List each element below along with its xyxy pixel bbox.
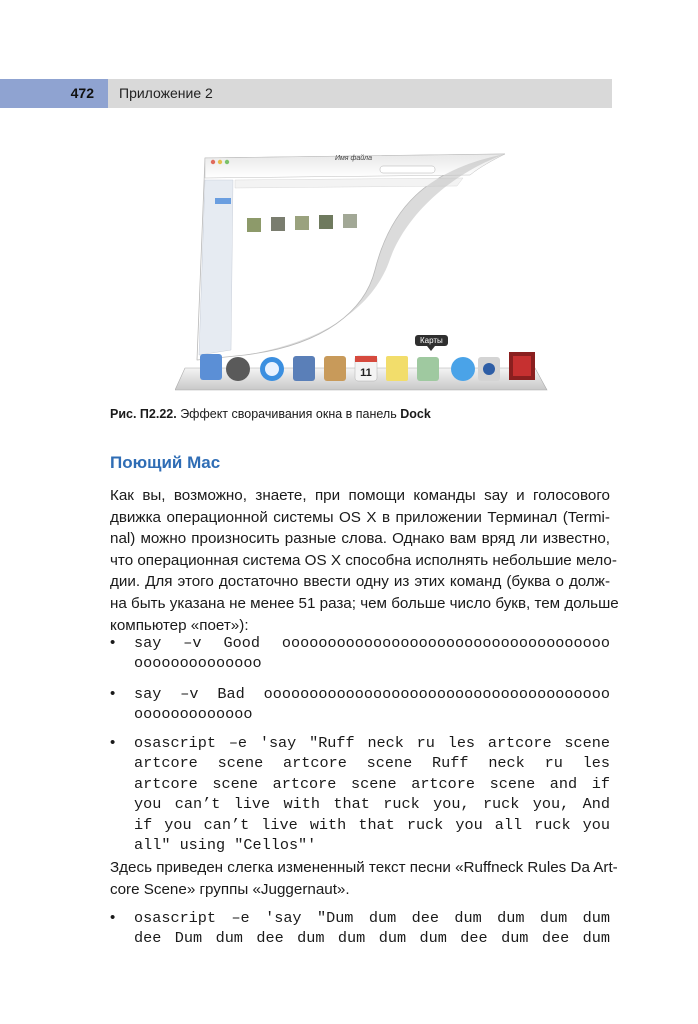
figure-illustration <box>175 150 553 400</box>
note-line: core Scene» группы «Juggernaut». <box>110 880 350 898</box>
note-line: Здесь приведен слегка измененный текст песни «Ruffneck Rules Da Art- <box>110 859 618 876</box>
command-line: dee Dum dum dee dum dum dum dum dee dum dee dum <box>134 929 610 948</box>
command-text <box>134 733 610 855</box>
bullet-icon: • <box>110 734 116 751</box>
intro-line: дии. Для этого достаточно ввести одну из этих команд (буква о долж- <box>110 573 610 591</box>
command-text <box>134 633 610 674</box>
notes-icon <box>386 356 408 381</box>
page-number-box <box>0 79 108 108</box>
command-line: ooooooooooooo <box>134 705 253 724</box>
launchpad-icon <box>226 357 250 381</box>
calendar-day: 11 <box>360 367 372 379</box>
command-line: oooooooooooooo <box>134 654 262 673</box>
intro-line: движка операционной системы OS X в приложении Терминал (Termi- <box>110 508 610 526</box>
bullet-icon: • <box>110 909 116 926</box>
caption-text: Эффект сворачивания окна в панель <box>176 407 401 421</box>
figure-dock-minimize <box>175 150 553 400</box>
dock-tooltip: Карты <box>415 335 448 346</box>
running-title: Приложение 2 <box>119 85 213 101</box>
intro-line: Как вы, возможно, знаете, при помощи команды say и голосового <box>110 487 610 504</box>
command-line: all" using "Cellos"' <box>134 836 317 855</box>
command-line: osascript –e 'say "Ruff neck ru les artcore scene <box>134 734 610 752</box>
contacts-icon <box>324 356 346 381</box>
finder-icon <box>200 354 222 380</box>
figure-caption <box>110 407 431 421</box>
intro-line: на быть указана не менее 51 раза; чем больше число букв, тем дольше <box>110 594 619 612</box>
intro-line: nal) можно произносить разные слова. Однако вам вряд ли известно, <box>110 530 610 548</box>
maps-icon <box>417 357 439 381</box>
command-line: artcore scene artcore scene artcore scene and if <box>134 774 610 793</box>
command-line: you can’t live with that ruck you, ruck you, And <box>134 795 610 814</box>
bullet-icon: • <box>110 685 116 702</box>
command-text <box>134 684 610 725</box>
command-line: artcore scene artcore scene Ruff neck ru les <box>134 754 610 773</box>
command-line: osascript –e 'say "Dum dum dee dum dum dum dum <box>134 909 610 927</box>
command-text <box>134 908 610 949</box>
running-header <box>0 79 612 108</box>
messages-icon <box>451 357 475 381</box>
command-line: if you can’t live with that ruck you all ruck you <box>134 815 610 834</box>
intro-line: компьютер «поет»): <box>110 616 249 634</box>
page-number: 472 <box>70 85 94 101</box>
intro-line: что операционная система OS X способна исполнять небольшие мело- <box>110 551 617 569</box>
window-title: Имя файла <box>335 155 372 162</box>
command-line: say –v Bad oooooooooooooooooooooooooooooooooooooo <box>134 685 610 703</box>
mail-icon <box>293 356 315 381</box>
lyrics-note-paragraph <box>110 857 618 900</box>
command-line: say –v Good oooooooooooooooooooooooooooooooooooo <box>134 634 610 652</box>
caption-bold-end: Dock <box>400 407 431 421</box>
section-title: Поющий Mac <box>110 453 221 472</box>
caption-label: Рис. П2.22. <box>110 407 177 421</box>
intro-paragraph <box>110 485 619 636</box>
bullet-icon: • <box>110 634 116 651</box>
